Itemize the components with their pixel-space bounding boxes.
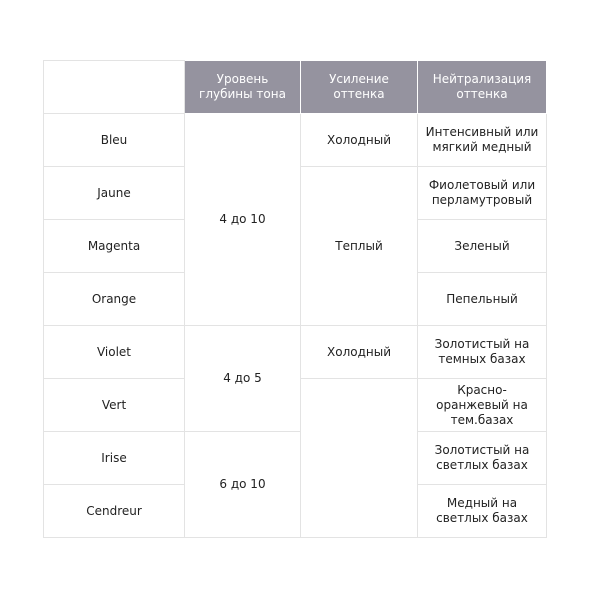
shade-name: Irise	[44, 432, 185, 485]
neutralize-cell: Золотистый на темных базах	[418, 326, 547, 379]
neutralize-cell: Интенсивный или мягкий медный	[418, 114, 547, 167]
depth-group: 4 до 5	[185, 326, 301, 432]
depth-group: 4 до 10	[185, 114, 301, 326]
corner-cell	[44, 61, 185, 114]
enhance-group: Холодный	[301, 114, 418, 167]
neutralize-header: Нейтрализация оттенка	[418, 61, 547, 114]
table-row	[44, 114, 547, 167]
enhance-group: Холодный	[301, 326, 418, 379]
depth-group: 6 до 10	[185, 432, 301, 538]
neutralize-cell: Красно-оранжевый на тем.базах	[418, 379, 547, 432]
enhance-group: Теплый	[301, 167, 418, 326]
neutralize-cell: Фиолетовый или перламутровый	[418, 167, 547, 220]
shade-name: Vert	[44, 379, 185, 432]
shade-name: Bleu	[44, 114, 185, 167]
shade-name: Cendreur	[44, 485, 185, 538]
table-row	[44, 432, 547, 485]
shade-name: Violet	[44, 326, 185, 379]
depth-header: Уровень глубины тона	[185, 61, 301, 114]
neutralize-cell: Пепельный	[418, 273, 547, 326]
neutralize-cell: Зеленый	[418, 220, 547, 273]
tone-table	[43, 60, 547, 538]
shade-name: Orange	[44, 273, 185, 326]
neutralize-cell: Медный на светлых базах	[418, 485, 547, 538]
table-row	[44, 326, 547, 379]
enhance-group	[301, 379, 418, 538]
header-row	[44, 61, 547, 114]
neutralize-cell: Золотистый на светлых базах	[418, 432, 547, 485]
enhance-header: Усиление оттенка	[301, 61, 418, 114]
shade-name: Jaune	[44, 167, 185, 220]
shade-name: Magenta	[44, 220, 185, 273]
